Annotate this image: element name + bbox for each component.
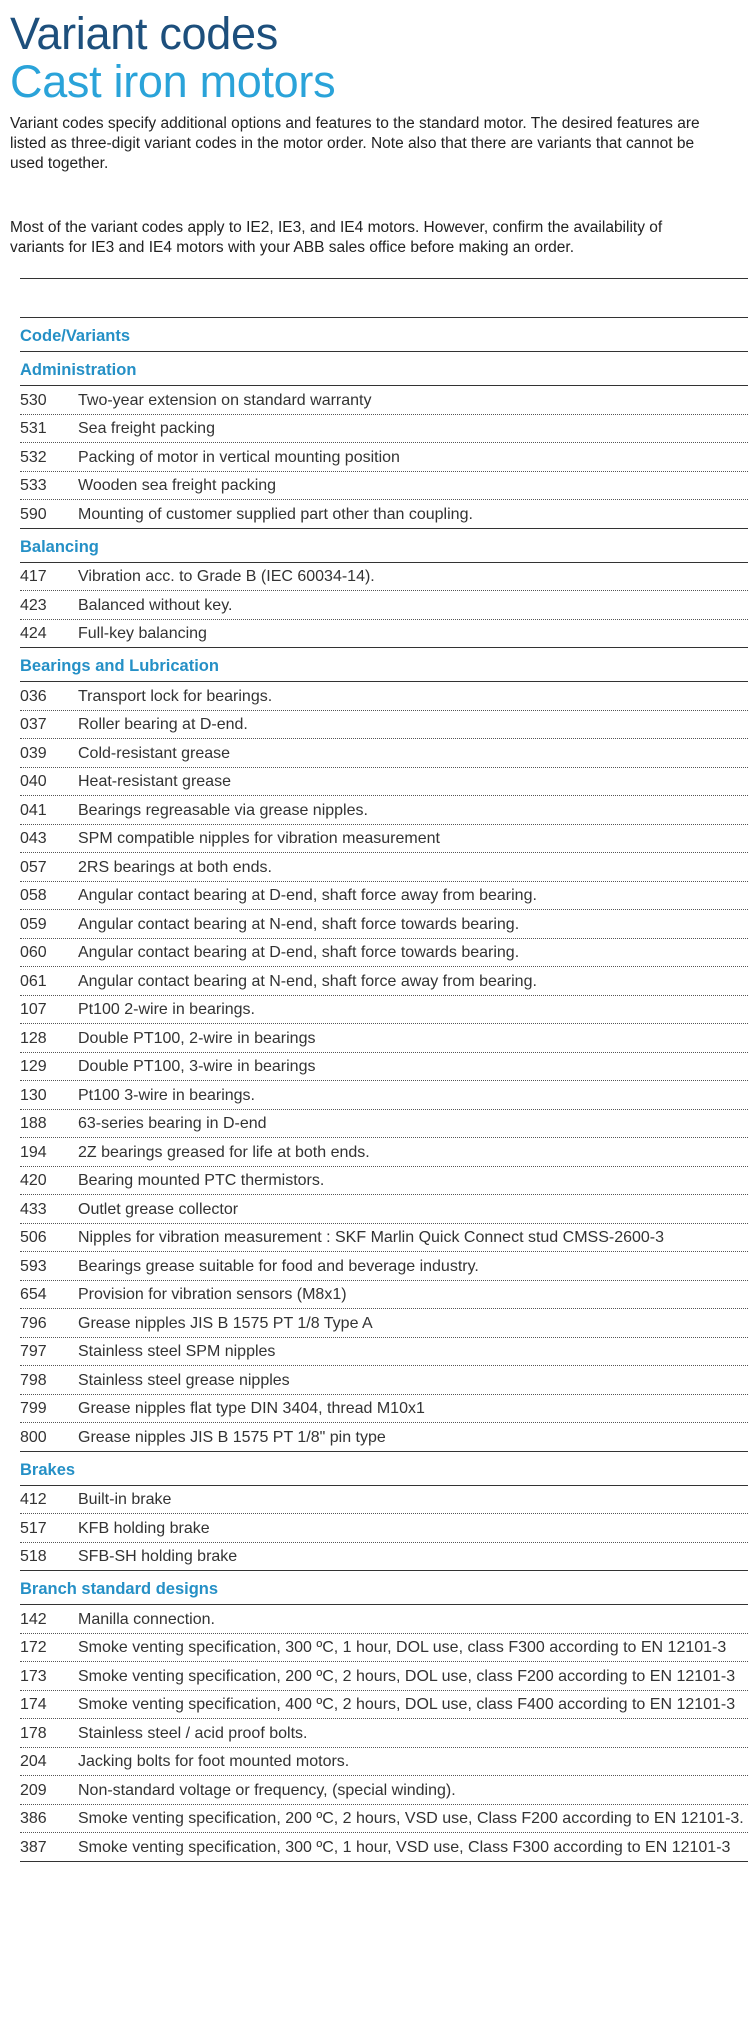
table-row <box>20 1691 748 1720</box>
variant-description: Roller bearing at D-end. <box>78 716 248 733</box>
variant-code: 061 <box>20 972 47 990</box>
variant-code: 057 <box>20 858 47 876</box>
variant-code: 590 <box>20 505 47 523</box>
variant-description: SFB-SH holding brake <box>78 1548 238 1565</box>
variant-code: 060 <box>20 944 47 961</box>
variant-code: 204 <box>20 1753 47 1770</box>
variant-code: 799 <box>20 1400 47 1417</box>
table-row <box>20 563 748 592</box>
variant-description: 63-series bearing in D-end <box>78 1115 267 1132</box>
variant-description: Angular contact bearing at D-end, shaft force towards bearing. <box>78 944 520 961</box>
variant-description: KFB holding brake <box>78 1519 210 1537</box>
variant-code: 506 <box>20 1229 47 1246</box>
table-row <box>20 1366 748 1395</box>
table-row <box>20 1338 748 1367</box>
variant-description: Wooden sea freight packing <box>78 477 277 494</box>
variant-code: 142 <box>20 1610 47 1628</box>
variant-description: Balanced without key. <box>78 596 233 614</box>
variant-code: 178 <box>20 1724 47 1742</box>
table-row <box>20 682 748 711</box>
variant-description: Transport lock for bearings. <box>78 687 273 705</box>
variant-description: Outlet grease collector <box>78 1200 239 1218</box>
table-row <box>20 591 748 620</box>
variant-description: Double PT100, 2-wire in bearings <box>78 1029 316 1047</box>
variant-code: 423 <box>20 596 47 614</box>
variant-code: 518 <box>20 1548 47 1565</box>
table-row <box>20 1423 748 1452</box>
variant-code: 041 <box>20 801 47 819</box>
variant-code: 173 <box>20 1667 47 1685</box>
variant-description: Nipples for vibration measurement : SKF Marlin Quick Connect stud CMSS-2600-3 <box>78 1229 665 1246</box>
table-row <box>20 1081 748 1110</box>
table-row <box>20 1605 748 1634</box>
variant-code: 533 <box>20 477 47 494</box>
variant-code: 058 <box>20 887 47 904</box>
table-row <box>20 1833 748 1862</box>
variant-description: Bearings regreasable via grease nipples. <box>78 801 368 819</box>
table-row <box>20 1395 748 1424</box>
table-row <box>20 1662 748 1691</box>
variant-description: SPM compatible nipples for vibration measurement <box>78 830 440 847</box>
table-row <box>20 1281 748 1310</box>
table-row <box>20 996 748 1025</box>
variant-code: 209 <box>20 1781 47 1799</box>
variant-description: Sea freight packing <box>78 420 215 437</box>
table-row <box>20 1309 748 1338</box>
variant-description: Built-in brake <box>78 1491 172 1508</box>
variant-code: 043 <box>20 830 47 847</box>
table-row <box>20 882 748 911</box>
variant-description: Stainless steel SPM nipples <box>78 1343 276 1360</box>
table-row <box>20 796 748 825</box>
section-header: Bearings and Lubrication <box>20 648 748 682</box>
table-header: Code/Variants <box>20 318 748 352</box>
title-line-2: Cast iron motors <box>10 56 336 107</box>
table-row <box>20 853 748 882</box>
variant-description: Bearings grease suitable for food and beverage industry. <box>78 1257 479 1275</box>
variant-description: Smoke venting specification, 300 ºC, 1 hour, VSD use, Class F300 according to EN 12101-3 <box>78 1838 731 1856</box>
table-row <box>20 472 748 501</box>
table-row <box>20 711 748 740</box>
variant-code: 424 <box>20 625 47 642</box>
variant-code: 037 <box>20 716 47 733</box>
variant-code: 517 <box>20 1519 47 1537</box>
variant-description: Manilla connection. <box>78 1610 215 1628</box>
variant-code: 039 <box>20 744 47 762</box>
table-row <box>20 1195 748 1224</box>
divider <box>20 278 748 279</box>
variant-description: 2Z bearings greased for life at both ends. <box>78 1143 370 1161</box>
table-row <box>20 443 748 472</box>
variant-code: 128 <box>20 1029 47 1047</box>
table-row <box>20 1748 748 1777</box>
variant-description: Double PT100, 3-wire in bearings <box>78 1058 316 1075</box>
section-header: Brakes <box>20 1452 748 1486</box>
variant-description: Stainless steel / acid proof bolts. <box>78 1724 308 1742</box>
page-title <box>10 0 740 106</box>
variant-code: 172 <box>20 1639 47 1656</box>
variant-code: 530 <box>20 391 47 409</box>
variant-code: 798 <box>20 1371 47 1389</box>
variant-code: 532 <box>20 448 47 466</box>
variant-description: 2RS bearings at both ends. <box>78 858 272 876</box>
table-row <box>20 1514 748 1543</box>
table-row <box>20 768 748 797</box>
variant-description: Angular contact bearing at N-end, shaft force away from bearing. <box>78 972 537 990</box>
table-row <box>20 910 748 939</box>
variant-description: Heat-resistant grease <box>78 773 231 790</box>
variant-code: 386 <box>20 1810 47 1827</box>
variant-code: 129 <box>20 1058 47 1075</box>
variant-code: 531 <box>20 420 47 437</box>
variant-description: Two-year extension on standard warranty <box>78 391 372 409</box>
table-row <box>20 1110 748 1139</box>
table-row <box>20 1252 748 1281</box>
variant-description: Provision for vibration sensors (M8x1) <box>78 1286 347 1303</box>
table-row <box>20 1719 748 1748</box>
table-row <box>20 1776 748 1805</box>
variant-code: 433 <box>20 1200 47 1218</box>
table-row <box>20 386 748 415</box>
table-row <box>20 500 748 529</box>
variant-code: 059 <box>20 915 47 933</box>
variant-code: 174 <box>20 1696 47 1713</box>
variant-code: 107 <box>20 1001 47 1018</box>
table-row <box>20 1634 748 1663</box>
variant-description: Pt100 3-wire in bearings. <box>78 1086 255 1104</box>
variant-code: 654 <box>20 1286 47 1303</box>
variant-description: Non-standard voltage or frequency, (special winding). <box>78 1781 456 1799</box>
section-header: Balancing <box>20 529 748 563</box>
section-header: Administration <box>20 352 748 386</box>
variant-table <box>20 317 748 1862</box>
table-row <box>20 1224 748 1253</box>
table-row <box>20 1805 748 1834</box>
table-row <box>20 1138 748 1167</box>
title-line-1: Variant codes <box>10 8 278 59</box>
variant-code: 796 <box>20 1314 47 1332</box>
variant-code: 800 <box>20 1428 47 1446</box>
variant-code: 417 <box>20 568 47 585</box>
table-row <box>20 1167 748 1196</box>
variant-code: 194 <box>20 1143 47 1161</box>
table-row <box>20 1543 748 1572</box>
variant-description: Angular contact bearing at D-end, shaft force away from bearing. <box>78 887 537 904</box>
variant-description: Angular contact bearing at N-end, shaft force towards bearing. <box>78 915 520 933</box>
variant-description: Bearing mounted PTC thermistors. <box>78 1172 325 1189</box>
variant-code: 593 <box>20 1257 47 1275</box>
variant-description: Smoke venting specification, 300 ºC, 1 hour, DOL use, class F300 according to EN 12101-3 <box>78 1639 727 1656</box>
variant-description: Smoke venting specification, 200 ºC, 2 hours, DOL use, class F200 according to EN 12101-3 <box>78 1667 736 1685</box>
variant-description: Pt100 2-wire in bearings. <box>78 1001 255 1018</box>
variant-code: 412 <box>20 1491 47 1508</box>
intro-paragraph-2: Most of the variant codes apply to IE2, IE3, and IE4 motors. However, confirm the availability of variants for IE3 and IE4 motors with your ABB sales office before making an order. <box>10 219 663 256</box>
variant-code: 188 <box>20 1115 47 1132</box>
variant-description: Mounting of customer supplied part other than coupling. <box>78 505 473 523</box>
variant-description: Full-key balancing <box>78 625 207 642</box>
variant-code: 130 <box>20 1086 47 1104</box>
variant-description: Jacking bolts for foot mounted motors. <box>78 1753 350 1770</box>
variant-description: Cold-resistant grease <box>78 744 231 762</box>
section-header: Branch standard designs <box>20 1571 748 1605</box>
variant-code: 036 <box>20 687 47 705</box>
variant-description: Grease nipples JIS B 1575 PT 1/8" pin type <box>78 1428 386 1446</box>
variant-description: Smoke venting specification, 400 ºC, 2 hours, DOL use, class F400 according to EN 12101-3 <box>78 1696 736 1713</box>
variant-description: Smoke venting specification, 200 ºC, 2 hours, VSD use, Class F200 according to EN 12101-3. <box>78 1810 744 1827</box>
table-row <box>20 1486 748 1515</box>
table-row <box>20 620 748 649</box>
table-row <box>20 825 748 854</box>
variant-description: Vibration acc. to Grade B (IEC 60034-14). <box>78 568 375 585</box>
variant-description: Packing of motor in vertical mounting position <box>78 448 400 466</box>
variant-code: 797 <box>20 1343 47 1360</box>
variant-description: Grease nipples JIS B 1575 PT 1/8 Type A <box>78 1314 373 1332</box>
table-row <box>20 939 748 968</box>
variant-code: 387 <box>20 1838 47 1856</box>
table-row <box>20 967 748 996</box>
intro-paragraph-1: Variant codes specify additional options and features to the standard motor. The desired features are listed as three-digit variant codes in the motor order. Note also that there are variants that cannot be used together. <box>10 115 700 172</box>
table-row <box>20 1024 748 1053</box>
variant-description: Stainless steel grease nipples <box>78 1371 290 1389</box>
table-row <box>20 1053 748 1082</box>
table-row <box>20 415 748 444</box>
variant-description: Grease nipples flat type DIN 3404, thread M10x1 <box>78 1400 425 1417</box>
variant-code: 040 <box>20 773 47 790</box>
variant-code: 420 <box>20 1172 47 1189</box>
table-row <box>20 739 748 768</box>
